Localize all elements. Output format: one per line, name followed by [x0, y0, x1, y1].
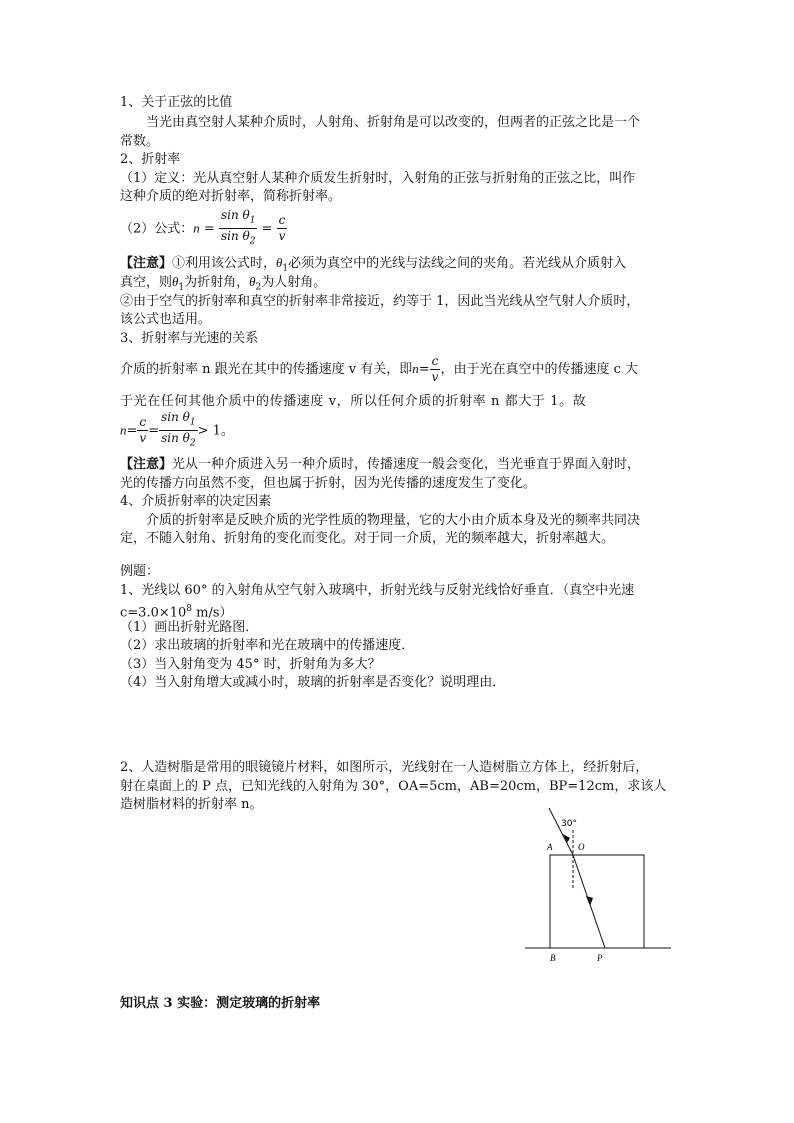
section3-title: 3、折射率与光速的关系	[120, 331, 259, 346]
s3-cv-fraction	[430, 354, 441, 385]
theta1-sub-2: 1	[178, 282, 185, 293]
note1-text-a: ①利用该公式时，	[172, 256, 277, 271]
q1-sub-4: （4）当入射角增大或减小时，玻璃的折射率是否变化？说明理由．	[120, 675, 506, 690]
formula-sub2: 2	[249, 236, 256, 247]
q1-line-1: 1、光线以 60° 的入射角从空气射入玻璃中，折射光线与反射光线恰好垂直．（真空中光速	[120, 583, 635, 598]
s3-c: c	[430, 354, 441, 370]
section1-text-1: 当光由真空射人某种介质时，人射角、折射角是可以改变的，但两者的正弦之比是一个	[146, 115, 641, 130]
q1-speed-pre: c=3.0×10	[120, 605, 187, 621]
s3b-sin-theta1: sin θ	[161, 410, 190, 424]
formula-c: c	[277, 213, 288, 229]
section3-line-3	[120, 410, 234, 452]
theta1-symbol: θ	[276, 255, 283, 270]
section3-line-1	[120, 352, 638, 387]
s3b-sin-theta2: sin θ	[161, 431, 190, 446]
incident-ray	[549, 808, 573, 855]
s3b-eq: =	[126, 423, 138, 439]
s3-v: v	[431, 370, 439, 384]
s3b-eq2: =	[148, 423, 160, 439]
formula-sine-fraction	[219, 208, 258, 250]
knowledge-point-heading: 知识点 3 实验：测定玻璃的折射率	[120, 996, 321, 1011]
q1-speed-exp: 8	[186, 604, 193, 614]
theta2-sub: 2	[255, 282, 262, 293]
note2-line-1: ②由于空气的折射率和真空的折射率非常接近，约等于 1，因此当光线从空气射人介质时，	[120, 294, 640, 309]
section3-text-b: ，由于光在真空中的传播速度 c 大	[440, 362, 638, 377]
section1-text-2: 常数。	[120, 134, 160, 149]
section4-title: 4、介质折射率的决定因素	[120, 494, 272, 509]
s3b-sub1: 1	[189, 417, 196, 428]
q1-speed-post: m/s）	[192, 605, 233, 621]
angle-label: 30°	[561, 819, 577, 829]
s3b-gt-one: > 1。	[197, 423, 234, 439]
formula-n: n	[193, 220, 200, 236]
formula-line	[120, 208, 287, 250]
formula-label: （2）公式：	[120, 221, 194, 237]
note1-text-b: 必须为真空中的光线与法线之间的夹角。若光线从介质射入	[288, 256, 627, 271]
q1-sub-3: （3）当入射角变为 45° 时，折射角为多大？	[120, 657, 381, 672]
formula-cv-fraction	[277, 213, 288, 244]
note3-line-2: 光的传播方向虽然不变，但也属于折射，因为光传播的速度发生了变化。	[120, 476, 537, 491]
formula-eq: =	[203, 221, 215, 237]
resin-block	[550, 855, 644, 948]
note2-text-c: 为人射角。	[261, 275, 327, 290]
formula-sin-theta2: sin θ	[220, 229, 250, 244]
point-b-label: B	[550, 953, 556, 963]
section3-line-2: 于光在任何其他介质中的传播速度 v，所以任何介质的折射率 n 都大于 1。故	[120, 394, 587, 409]
s3-n: n	[412, 361, 419, 376]
q1-sub-2: （2）求出玻璃的折射率和光在玻璃中的传播速度．	[120, 638, 415, 653]
note3-line-1	[120, 456, 640, 474]
s3b-n: n	[120, 422, 127, 438]
point-p-label: P	[597, 953, 603, 963]
point-a-label: A	[547, 842, 553, 852]
s3b-v: v	[139, 431, 147, 446]
s3-eq: =	[418, 362, 430, 377]
section4-text-2: 定，不随入射角、折射角的变化而变化。对于同一介质，光的频率越大，折射率越大。	[120, 531, 615, 546]
theta1-symbol-2: θ	[172, 274, 179, 289]
note2-text-a: 真空，则	[120, 275, 173, 290]
definition-line-2: 这种介质的绝对折射率，简称折射率。	[120, 189, 342, 204]
section1-title: 1、关于正弦的比值	[120, 95, 233, 110]
formula-sin-theta1: sin θ	[220, 208, 250, 222]
q1-sub-1: （1）画出折射光路图．	[120, 620, 259, 635]
formula-sub1: 1	[249, 215, 256, 226]
note2-text-b: 为折射角，	[184, 275, 250, 290]
note3-tag: 【注意】	[120, 457, 173, 472]
theta1-sub: 1	[282, 263, 289, 274]
s3b-cv-fraction	[137, 415, 148, 446]
s3b-sub2: 2	[189, 438, 196, 449]
note-tag: 【注意】	[120, 256, 173, 271]
q2-line-1: 2、人造树脂是常用的眼镜镜片材料，如图所示，光线射在一人造树脂立方体上，经折射后，	[120, 760, 649, 775]
examples-title: 例题：	[120, 564, 160, 579]
section2-title: 2、折射率	[120, 152, 181, 167]
formula-eq2: =	[261, 221, 273, 237]
note2-line-2: 该公式也适用。	[120, 312, 212, 327]
theta2-symbol: θ	[249, 274, 256, 289]
definition-line-1: （1）定义：光从真空射人某种介质发生折射时，入射角的正弦与折射角的正弦之比，叫作	[120, 171, 636, 186]
refraction-diagram	[525, 808, 675, 970]
s3b-c: c	[137, 415, 148, 431]
s3b-sine-fraction	[159, 410, 198, 452]
refracted-arrow-icon	[586, 896, 593, 906]
note3-text-1: 光从一种介质进入另一种介质时，传播速度一般会变化，当光垂直于界面入射时，	[172, 457, 641, 472]
section4-text-1: 介质的折射率是反映介质的光学性质的物理量，它的大小由介质本身及光的频率共同决	[146, 513, 641, 528]
q2-line-2: 射在桌面上的 P 点，已知光线的入射角为 30°，OA=5cm，AB=20cm，BP=12cm，求该人	[120, 779, 667, 794]
formula-v: v	[278, 229, 286, 244]
section3-text-a: 介质的折射率 n 跟光在其中的传播速度 v 有关，即	[120, 362, 413, 377]
q2-line-3: 造树脂材料的折射率 n。	[120, 797, 263, 812]
point-o-label: O	[578, 842, 585, 852]
